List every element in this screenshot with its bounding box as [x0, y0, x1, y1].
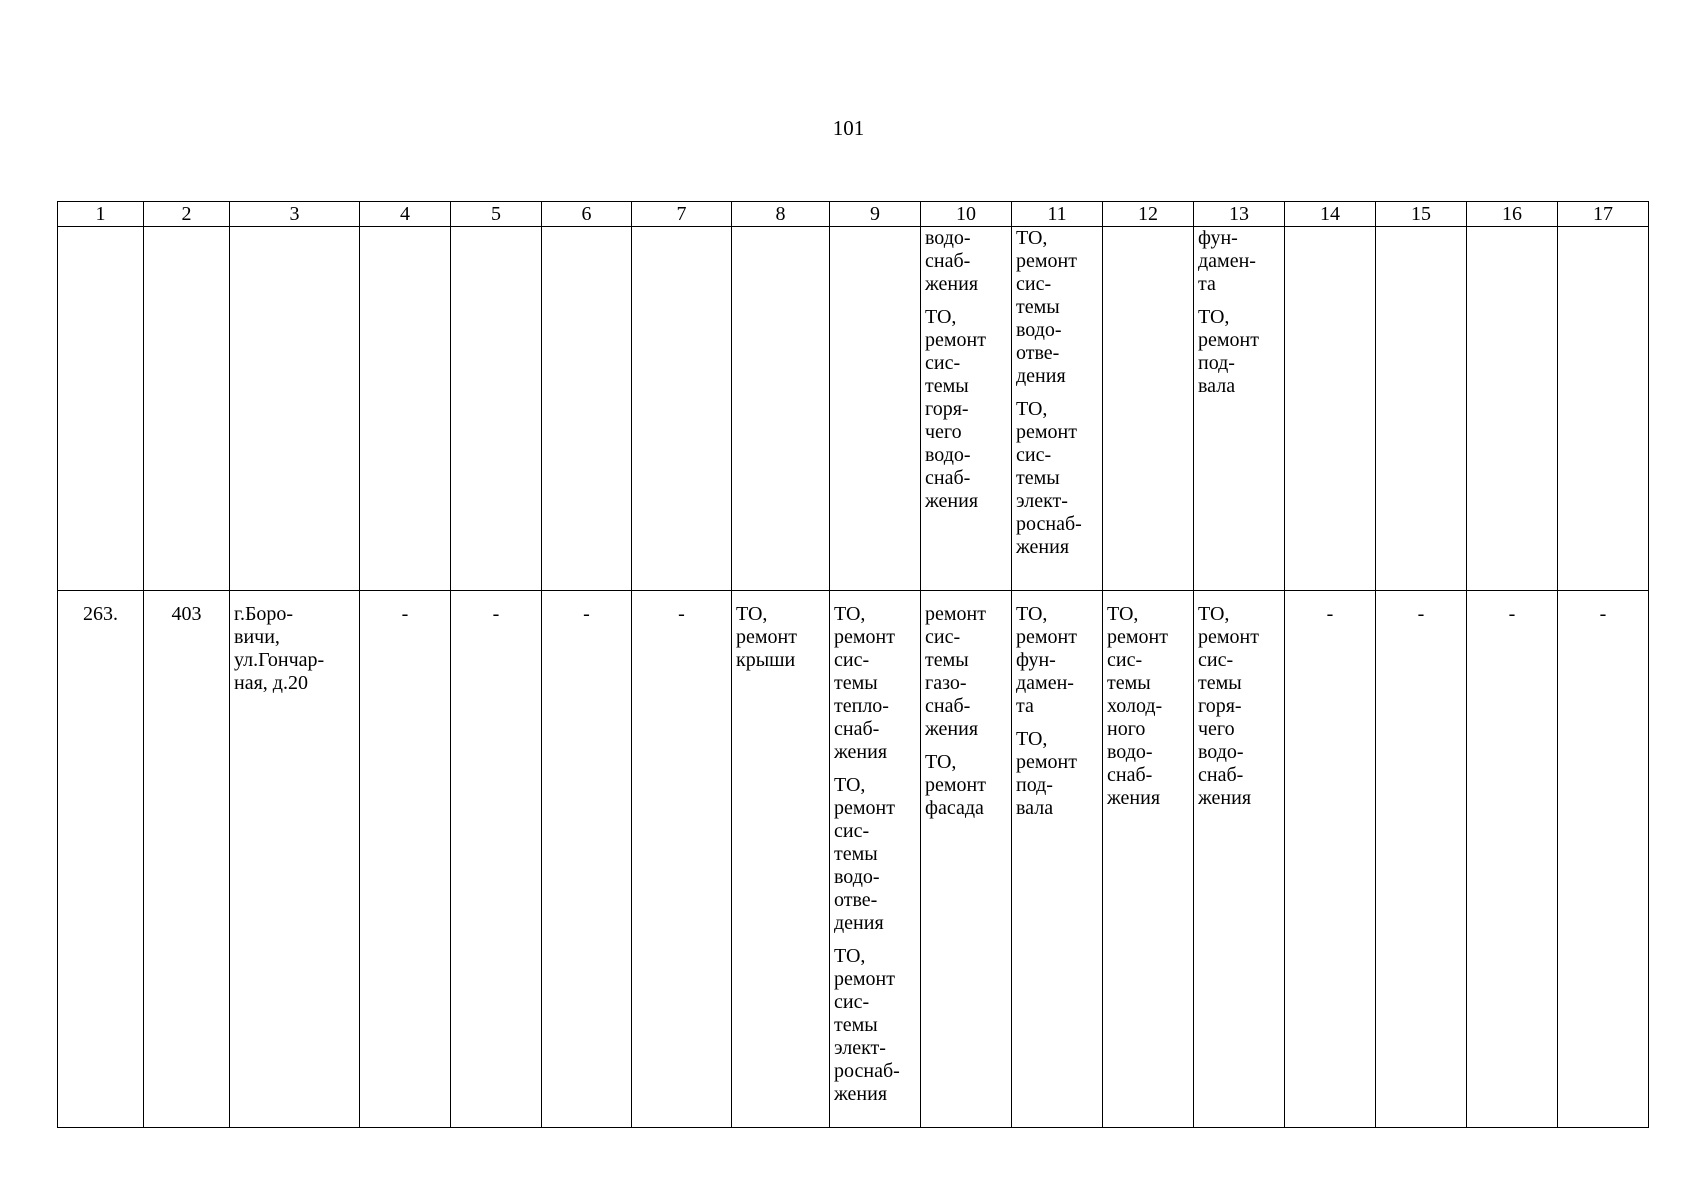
table-cell — [830, 227, 921, 591]
cell-text-block — [834, 774, 916, 935]
cell-text-line: роснаб- — [834, 1060, 900, 1082]
cell-text-line: сис- — [1107, 649, 1143, 671]
cell-text-line: темы — [834, 672, 878, 694]
cell-text-line: - — [401, 603, 409, 625]
cell-text-line: фун- — [1016, 649, 1056, 671]
cell-text-block — [546, 603, 627, 626]
table-cell — [360, 591, 451, 1128]
row-number-cell — [58, 591, 144, 1128]
column-number: 9 — [830, 202, 921, 227]
cell-text-line: ремонт — [925, 603, 986, 625]
table-cell — [732, 227, 830, 591]
cell-text-line: водо- — [1016, 319, 1062, 341]
table-cell — [1012, 227, 1103, 591]
cell-text-line: снаб- — [925, 467, 971, 489]
cell-text-line: та — [1016, 695, 1034, 717]
cell-text-line: темы — [834, 1014, 878, 1036]
cell-text-line: темы — [1016, 467, 1060, 489]
cell-text-line: 403 — [171, 603, 202, 625]
cell-text-line: снаб- — [834, 718, 880, 740]
column-number: 10 — [921, 202, 1012, 227]
table-cell — [1194, 227, 1285, 591]
cell-text-line: - — [678, 603, 685, 625]
cell-text-line: вала — [1198, 375, 1236, 397]
cell-text-block — [62, 603, 139, 626]
table-cell — [230, 227, 360, 591]
cell-text-block — [1380, 603, 1462, 626]
cell-text-line: ная, д.20 — [234, 672, 308, 694]
cell-text-block — [1016, 227, 1098, 388]
column-number: 1 — [58, 202, 144, 227]
cell-text-block — [925, 603, 1007, 741]
cell-text-line: отве- — [834, 889, 878, 911]
cell-text-line: жения — [834, 741, 888, 763]
column-number: 2 — [144, 202, 230, 227]
cell-text-line: ТО, — [834, 603, 866, 625]
table-cell — [360, 227, 451, 591]
cell-text-line: ремонт — [1198, 626, 1259, 648]
cell-text-line: вала — [1016, 797, 1054, 819]
column-number: 15 — [1376, 202, 1467, 227]
cell-text-line: ТО, — [1016, 227, 1048, 249]
table-cell — [732, 591, 830, 1128]
cell-text-line: ТО, — [834, 774, 866, 796]
cell-text-line: горя- — [925, 398, 969, 420]
cell-text-line: г.Боро- — [234, 603, 294, 625]
cell-text-line: газо- — [925, 672, 967, 694]
cell-text-block — [364, 603, 446, 626]
cell-text-line: ремонт — [925, 329, 986, 351]
cell-text-line: сис- — [1016, 273, 1052, 295]
cell-text-line: ремонт — [834, 626, 895, 648]
cell-text-line: горя- — [1198, 695, 1242, 717]
cell-text-line: жения — [1198, 787, 1252, 809]
cell-text-line: снаб- — [925, 250, 971, 272]
cell-text-line: под- — [1016, 774, 1053, 796]
cell-text-line: под- — [1198, 352, 1235, 374]
cell-text-block — [736, 603, 825, 672]
cell-text-line: дамен- — [1198, 250, 1256, 272]
column-number: 11 — [1012, 202, 1103, 227]
cell-text-line: - — [1599, 603, 1607, 625]
cell-text-line: дамен- — [1016, 672, 1074, 694]
cell-text-line: ТО, — [834, 945, 866, 967]
cell-text-line: жения — [1107, 787, 1161, 809]
cell-text-line: ул.Гончар- — [234, 649, 325, 671]
cell-text-line: темы — [1016, 296, 1060, 318]
table-cell — [921, 591, 1012, 1128]
page-number: 101 — [832, 116, 865, 140]
cell-text-line: темы — [834, 843, 878, 865]
address-cell — [230, 591, 360, 1128]
cell-text-line: жения — [1016, 536, 1070, 558]
cell-text-line: фасада — [925, 797, 984, 819]
cell-text-line: сис- — [925, 626, 961, 648]
cell-text-block — [1562, 603, 1644, 626]
cell-text-line: крыши — [736, 649, 796, 671]
table-cell — [1285, 227, 1376, 591]
column-number: 12 — [1103, 202, 1194, 227]
column-number: 8 — [732, 202, 830, 227]
cell-text-line: водо- — [925, 227, 971, 249]
cell-text-block — [1016, 603, 1098, 718]
column-number: 7 — [632, 202, 732, 227]
cell-text-block — [834, 945, 916, 1106]
table-row — [58, 227, 1649, 591]
cell-text-line: сис- — [834, 820, 870, 842]
column-number: 17 — [1558, 202, 1649, 227]
cell-text-line: водо- — [1107, 741, 1153, 763]
table-cell — [632, 591, 732, 1128]
cell-text-block — [1107, 603, 1189, 810]
table-cell — [830, 591, 921, 1128]
cell-text-line: элект- — [1016, 490, 1068, 512]
cell-text-line: ремонт — [1016, 626, 1077, 648]
cell-text-line: водо- — [925, 444, 971, 466]
cell-text-line: вичи, — [234, 626, 280, 648]
cell-text-line: роснаб- — [1016, 513, 1082, 535]
cell-text-line: ремонт — [1016, 250, 1077, 272]
cell-text-line: - — [1326, 603, 1334, 625]
cell-text-line: ТО, — [925, 306, 957, 328]
cell-text-line: холод- — [1107, 695, 1163, 717]
table-cell — [1194, 591, 1285, 1128]
cell-text-line: ТО, — [1198, 306, 1230, 328]
cell-text-line: жения — [925, 490, 979, 512]
cell-text-line: - — [1417, 603, 1425, 625]
cell-text-line: отве- — [1016, 342, 1060, 364]
table-cell — [451, 591, 542, 1128]
cell-text-line: - — [1508, 603, 1516, 625]
object-code-cell — [144, 591, 230, 1128]
cell-text-line: ТО, — [925, 751, 957, 773]
cell-text-line: снаб- — [1198, 764, 1244, 786]
cell-text-line: 263. — [83, 603, 118, 625]
cell-text-line: ТО, — [1016, 398, 1048, 420]
table-cell — [542, 227, 632, 591]
cell-text-line: - — [583, 603, 590, 625]
cell-text-block — [925, 227, 1007, 296]
cell-text-line: жения — [925, 718, 979, 740]
table-cell — [1558, 591, 1649, 1128]
table-cell — [1376, 227, 1467, 591]
table-row — [58, 591, 1649, 1128]
cell-text-line: ремонт — [925, 774, 986, 796]
cell-text-block — [925, 751, 1007, 820]
cell-text-line: ремонт — [1016, 751, 1077, 773]
table-cell — [1285, 591, 1376, 1128]
table-cell — [1103, 227, 1194, 591]
cell-text-line: ремонт — [736, 626, 797, 648]
cell-text-line: сис- — [834, 991, 870, 1013]
table-cell — [1558, 227, 1649, 591]
cell-text-block — [1198, 603, 1280, 810]
cell-text-line: ремонт — [1107, 626, 1168, 648]
cell-text-block — [148, 603, 225, 626]
cell-text-line: ТО, — [1198, 603, 1230, 625]
cell-text-line: сис- — [925, 352, 961, 374]
table-cell — [58, 227, 144, 591]
cell-text-line: жения — [834, 1083, 888, 1105]
cell-text-line: жения — [925, 273, 979, 295]
column-number: 14 — [1285, 202, 1376, 227]
cell-text-line: ного — [1107, 718, 1146, 740]
cell-text-line: ТО, — [1016, 603, 1048, 625]
cell-text-block — [1198, 306, 1280, 398]
cell-text-block — [455, 603, 537, 626]
cell-text-line: ТО, — [1016, 728, 1048, 750]
table-cell — [1012, 591, 1103, 1128]
cell-text-line: ремонт — [834, 797, 895, 819]
cell-text-block — [234, 603, 355, 695]
column-number: 4 — [360, 202, 451, 227]
cell-text-line: темы — [1107, 672, 1151, 694]
column-number: 16 — [1467, 202, 1558, 227]
table-cell — [1376, 591, 1467, 1128]
column-number: 13 — [1194, 202, 1285, 227]
cell-text-line: темы — [925, 649, 969, 671]
cell-text-block — [925, 306, 1007, 513]
cell-text-line: элект- — [834, 1037, 886, 1059]
cell-text-line: снаб- — [1107, 764, 1153, 786]
cell-text-line: сис- — [834, 649, 870, 671]
cell-text-line: ТО, — [1107, 603, 1139, 625]
cell-text-line: дения — [834, 912, 884, 934]
cell-text-block — [1471, 603, 1553, 626]
table-cell — [451, 227, 542, 591]
table-cell — [1103, 591, 1194, 1128]
cell-text-line: чего — [925, 421, 962, 443]
table-cell — [632, 227, 732, 591]
cell-text-line: сис- — [1016, 444, 1052, 466]
cell-text-line: та — [1198, 273, 1216, 295]
cell-text-block — [636, 603, 727, 626]
cell-text-block — [1198, 227, 1280, 296]
cell-text-line: тепло- — [834, 695, 889, 717]
column-number: 6 — [542, 202, 632, 227]
table-cell — [144, 227, 230, 591]
table-cell — [542, 591, 632, 1128]
column-number-row — [58, 202, 1649, 227]
cell-text-line: темы — [1198, 672, 1242, 694]
column-number: 3 — [230, 202, 360, 227]
cell-text-block — [1016, 728, 1098, 820]
column-number: 5 — [451, 202, 542, 227]
cell-text-line: темы — [925, 375, 969, 397]
cell-text-block — [1289, 603, 1371, 626]
cell-text-line: ремонт — [1198, 329, 1259, 351]
cell-text-line: ТО, — [736, 603, 768, 625]
table-cell — [921, 227, 1012, 591]
cell-text-line: - — [492, 603, 500, 625]
cell-text-line: ремонт — [1016, 421, 1077, 443]
cell-text-line: водо- — [834, 866, 880, 888]
cell-text-line: ремонт — [834, 968, 895, 990]
table-cell — [1467, 591, 1558, 1128]
cell-text-line: водо- — [1198, 741, 1244, 763]
works-table — [57, 201, 1649, 1128]
table-cell — [1467, 227, 1558, 591]
cell-text-line: сис- — [1198, 649, 1234, 671]
cell-text-block — [1016, 398, 1098, 559]
cell-text-line: фун- — [1198, 227, 1238, 249]
cell-text-line: снаб- — [925, 695, 971, 717]
cell-text-line: чего — [1198, 718, 1235, 740]
cell-text-block — [834, 603, 916, 764]
cell-text-line: дения — [1016, 365, 1066, 387]
